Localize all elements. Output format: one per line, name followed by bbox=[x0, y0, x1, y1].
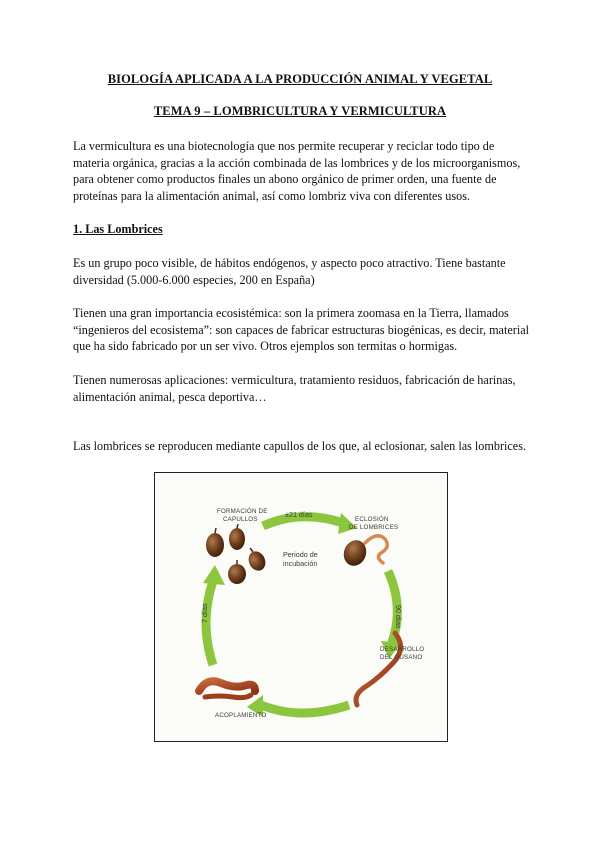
stage-label-mating: ACOPLAMIENTO bbox=[215, 712, 267, 719]
worm-icon bbox=[205, 695, 251, 698]
life-cycle-diagram bbox=[155, 473, 447, 741]
paragraph-line: Tienen una gran importancia ecosistémica: son la primera zoomasa en la Tierra, llamados bbox=[73, 306, 509, 320]
mating-worms bbox=[199, 681, 255, 697]
duration-left-label: 7 días bbox=[200, 603, 209, 623]
stage-label-development: DESARROLLO bbox=[380, 646, 425, 653]
stage-label-development: DEL GUSANO bbox=[380, 654, 423, 661]
incubation-label: Periodo de bbox=[283, 550, 318, 559]
paragraph-group-description bbox=[73, 255, 533, 288]
paragraph-line: Tienen numerosas aplicaciones: vermicultura, tratamiento residuos, fabricación de harinas, bbox=[73, 373, 516, 387]
cocoon bbox=[228, 564, 246, 584]
topic-title: TEMA 9 – LOMBRICULTURA Y VERMICULTURA bbox=[153, 104, 447, 118]
intro-line: proteínas para la alimentación animal, así como lombriz viva con diferentes usos. bbox=[73, 188, 470, 203]
intro-line: La vermicultura es una biotecnología que nos permite recuperar y reciclar todo tipo de bbox=[73, 139, 495, 153]
worm-icon bbox=[199, 681, 255, 691]
cocoon bbox=[206, 533, 224, 557]
paragraph-ecosystem-importance bbox=[73, 305, 533, 355]
stage-label-hatching: ECLOSIÓN bbox=[355, 516, 389, 523]
course-title: BIOLOGÍA APLICADA A LA PRODUCCIÓN ANIMAL Y VEGETAL bbox=[107, 72, 493, 86]
stage-label-cocoon-formation: FORMACIÓN DE bbox=[217, 508, 268, 515]
cocoon-tip bbox=[237, 524, 238, 528]
cocoon-tip bbox=[250, 548, 253, 552]
intro-paragraph bbox=[73, 138, 533, 204]
stage-label-hatching: DE LOMBRICES bbox=[349, 524, 399, 531]
paragraph-reproduction: Las lombrices se reproducen mediante capullos de los que, al eclosionar, salen las lombrices. bbox=[73, 439, 527, 453]
arrow-head-left bbox=[203, 565, 225, 585]
cocoon bbox=[246, 549, 269, 574]
intro-line: materia orgánica, gracias a la acción combinada de las lombrices y de los microorganismos, bbox=[73, 155, 521, 170]
cocoon-tip bbox=[215, 528, 216, 533]
duration-top-label: ±21 días bbox=[285, 510, 313, 519]
earthworm-life-cycle-figure bbox=[154, 472, 448, 742]
incubation-label: incubación bbox=[283, 559, 318, 568]
young-worm-icon bbox=[365, 536, 387, 563]
paragraph-line: que ha sido fabricado por un ser vivo. Otros ejemplos son termitas o hormigas. bbox=[73, 339, 458, 353]
cocoon bbox=[229, 528, 245, 550]
paragraph-applications bbox=[73, 372, 533, 405]
arrow-bottom bbox=[261, 705, 349, 713]
paragraph-line: Es un grupo poco visible, de hábitos endógenos, y aspecto poco atractivo. Tiene bastante bbox=[73, 256, 506, 270]
intro-line: para obtener como productos finales un abono orgánico de primer orden, una fuente de bbox=[73, 172, 497, 186]
hatching-cocoon bbox=[340, 536, 387, 569]
paragraph-line: diversidad (5.000-6.000 especies, 200 en España) bbox=[73, 272, 315, 287]
duration-right-label: 90 días bbox=[394, 605, 403, 629]
stage-label-cocoon-formation: CAPULLOS bbox=[223, 516, 258, 523]
section-heading: 1. Las Lombrices bbox=[73, 222, 163, 236]
paragraph-line: “ingenieros del ecosistema”: son capaces de fabricar estructuras biogénicas, es decir, material bbox=[73, 322, 529, 337]
paragraph-line: alimentación animal, pesca deportiva… bbox=[73, 389, 267, 404]
